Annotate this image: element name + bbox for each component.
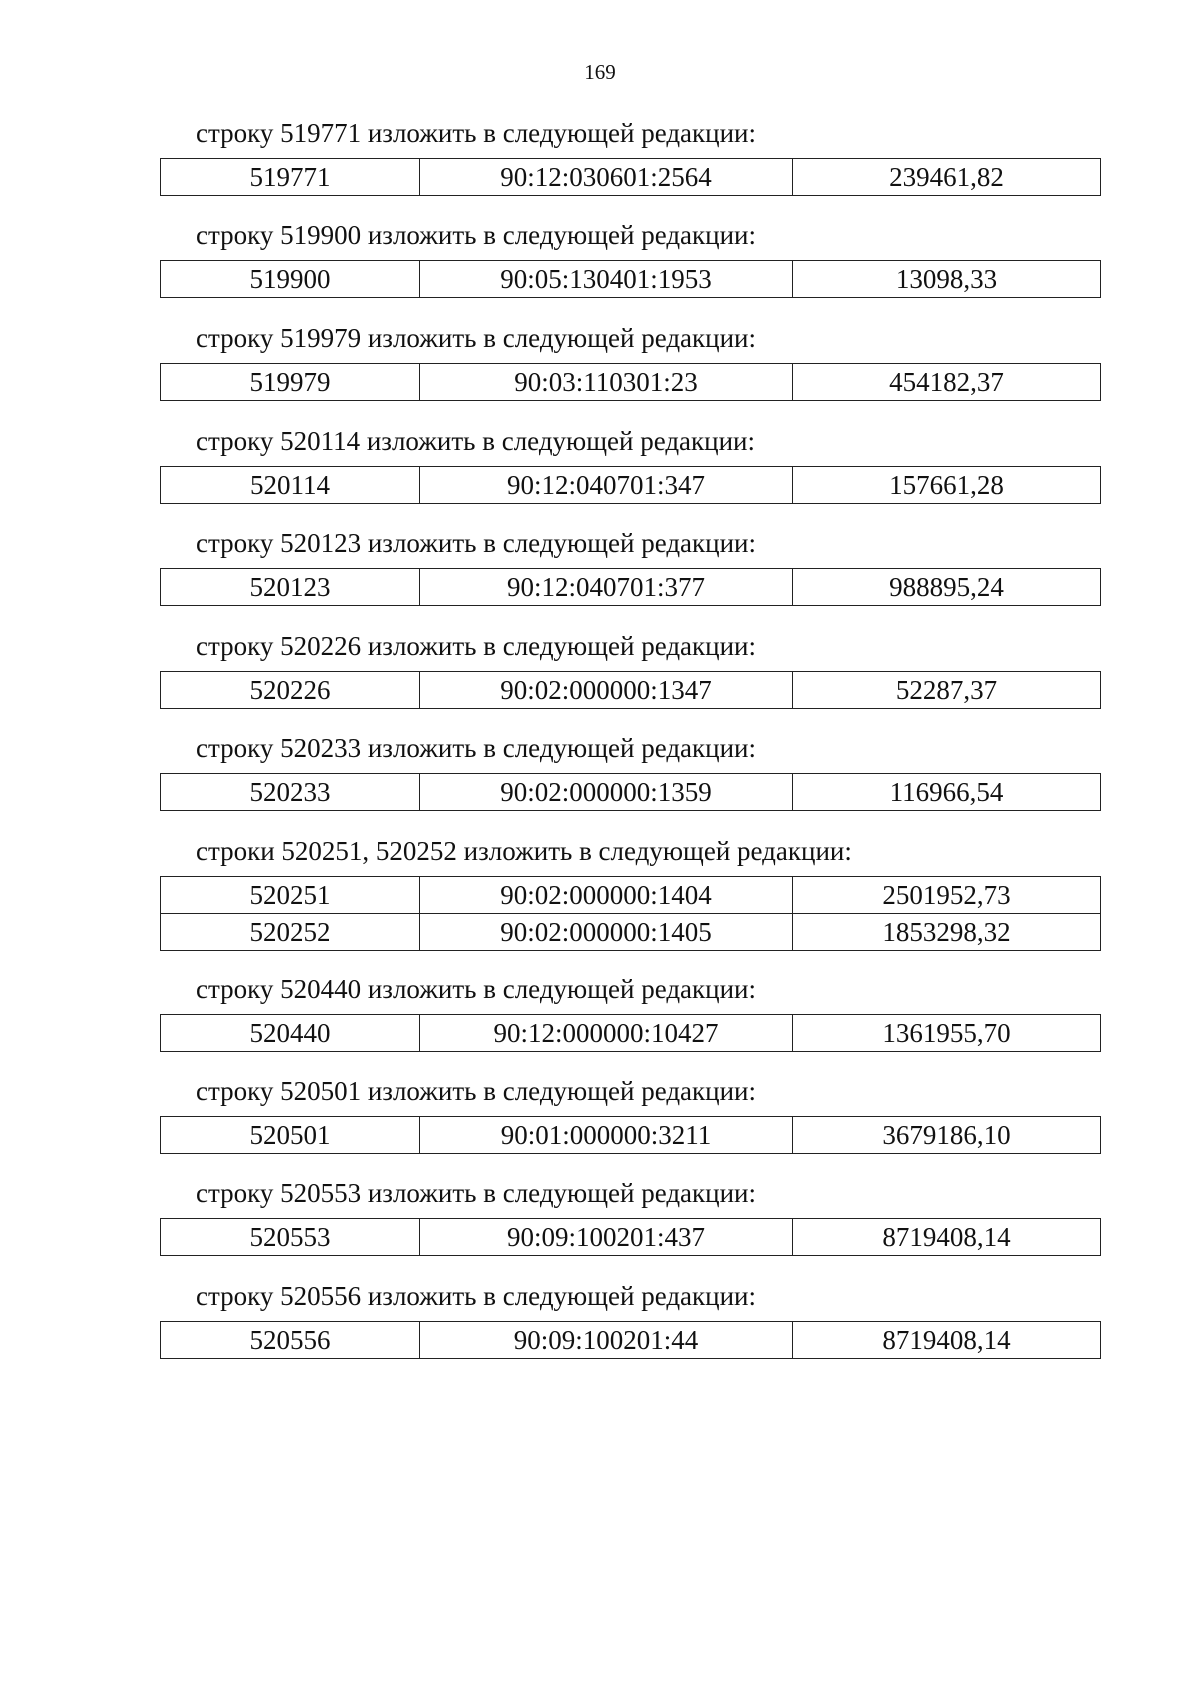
cadastral-number-cell: 90:12:040701:347 — [420, 467, 793, 504]
amendment-table — [160, 671, 1101, 709]
value-cell: 52287,37 — [793, 672, 1101, 709]
value-cell: 3679186,10 — [793, 1117, 1101, 1154]
table-row — [161, 467, 1101, 504]
amendment-block — [160, 733, 1100, 811]
amendment-table — [160, 1014, 1101, 1052]
cadastral-number-cell: 90:12:000000:10427 — [420, 1015, 793, 1052]
amendment-heading: строку 520556 изложить в следующей редакции: — [196, 1281, 757, 1311]
row-number-cell: 520440 — [161, 1015, 420, 1052]
value-cell: 8719408,14 — [793, 1322, 1101, 1359]
cadastral-number-cell: 90:09:100201:44 — [420, 1322, 793, 1359]
amendment-block — [160, 1076, 1100, 1154]
row-number-cell: 520233 — [161, 774, 420, 811]
row-number-cell: 520501 — [161, 1117, 420, 1154]
value-cell: 8719408,14 — [793, 1219, 1101, 1256]
table-row — [161, 877, 1101, 914]
amendment-block — [160, 528, 1100, 606]
row-number-cell: 520553 — [161, 1219, 420, 1256]
amendment-heading: строку 520501 изложить в следующей редакции: — [196, 1076, 757, 1106]
amendment-heading: строку 520233 изложить в следующей редакции: — [196, 733, 757, 763]
value-cell: 1853298,32 — [793, 914, 1101, 951]
table-row — [161, 914, 1101, 951]
amendment-block — [160, 323, 1100, 401]
amendment-heading: строку 519979 изложить в следующей редакции: — [196, 323, 757, 353]
value-cell: 2501952,73 — [793, 877, 1101, 914]
cadastral-number-cell: 90:02:000000:1404 — [420, 877, 793, 914]
amendment-heading: строку 520123 изложить в следующей редакции: — [196, 528, 757, 558]
row-number-cell: 520226 — [161, 672, 420, 709]
page-number: 169 — [584, 60, 616, 84]
table-row — [161, 569, 1101, 606]
amendment-table — [160, 568, 1101, 606]
amendment-heading: строку 519771 изложить в следующей редакции: — [196, 118, 757, 148]
table-row — [161, 1117, 1101, 1154]
amendment-block — [160, 118, 1100, 196]
cadastral-number-cell: 90:05:130401:1953 — [420, 261, 793, 298]
amendment-heading: строку 520553 изложить в следующей редакции: — [196, 1178, 757, 1208]
row-number-cell: 520556 — [161, 1322, 420, 1359]
value-cell: 157661,28 — [793, 467, 1101, 504]
cadastral-number-cell: 90:12:030601:2564 — [420, 159, 793, 196]
row-number-cell: 519979 — [161, 364, 420, 401]
cadastral-number-cell: 90:03:110301:23 — [420, 364, 793, 401]
amendment-block — [160, 220, 1100, 298]
value-cell: 988895,24 — [793, 569, 1101, 606]
amendment-table — [160, 1321, 1101, 1359]
amendment-table — [160, 773, 1101, 811]
cadastral-number-cell: 90:12:040701:377 — [420, 569, 793, 606]
amendment-heading: строку 519900 изложить в следующей редакции: — [196, 220, 757, 250]
amendment-block — [160, 426, 1100, 504]
table-row — [161, 1219, 1101, 1256]
cadastral-number-cell: 90:02:000000:1405 — [420, 914, 793, 951]
row-number-cell: 519900 — [161, 261, 420, 298]
table-row — [161, 364, 1101, 401]
value-cell: 13098,33 — [793, 261, 1101, 298]
table-row — [161, 1015, 1101, 1052]
value-cell: 1361955,70 — [793, 1015, 1101, 1052]
row-number-cell: 520123 — [161, 569, 420, 606]
amendment-table — [160, 876, 1101, 951]
table-row — [161, 1322, 1101, 1359]
row-number-cell: 520114 — [161, 467, 420, 504]
cadastral-number-cell: 90:09:100201:437 — [420, 1219, 793, 1256]
amendment-block — [160, 836, 1100, 951]
amendment-block — [160, 974, 1100, 1052]
table-row — [161, 774, 1101, 811]
amendment-block — [160, 631, 1100, 709]
amendment-heading: строку 520226 изложить в следующей редакции: — [196, 631, 757, 661]
amendment-table — [160, 260, 1101, 298]
value-cell: 454182,37 — [793, 364, 1101, 401]
amendment-heading: строку 520114 изложить в следующей редакции: — [196, 426, 756, 456]
amendment-table — [160, 466, 1101, 504]
amendment-table — [160, 1116, 1101, 1154]
amendment-heading: строки 520251, 520252 изложить в следующей редакции: — [196, 836, 852, 866]
value-cell: 116966,54 — [793, 774, 1101, 811]
table-row — [161, 261, 1101, 298]
amendment-heading: строку 520440 изложить в следующей редакции: — [196, 974, 757, 1004]
amendment-block — [160, 1178, 1100, 1256]
value-cell: 239461,82 — [793, 159, 1101, 196]
cadastral-number-cell: 90:01:000000:3211 — [420, 1117, 793, 1154]
amendment-table — [160, 363, 1101, 401]
row-number-cell: 520252 — [161, 914, 420, 951]
table-row — [161, 159, 1101, 196]
table-row — [161, 672, 1101, 709]
cadastral-number-cell: 90:02:000000:1347 — [420, 672, 793, 709]
amendment-table — [160, 1218, 1101, 1256]
amendment-table — [160, 158, 1101, 196]
row-number-cell: 520251 — [161, 877, 420, 914]
amendment-block — [160, 1281, 1100, 1359]
row-number-cell: 519771 — [161, 159, 420, 196]
cadastral-number-cell: 90:02:000000:1359 — [420, 774, 793, 811]
